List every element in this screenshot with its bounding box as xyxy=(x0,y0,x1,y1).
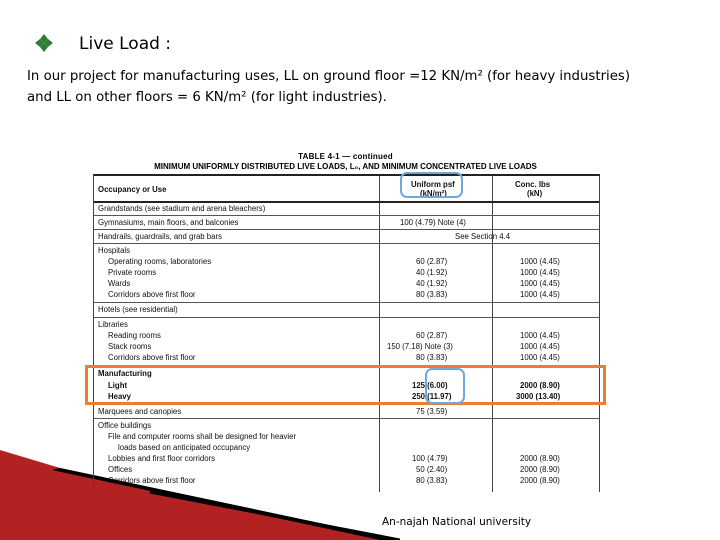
slide-title: Live Load : xyxy=(79,34,172,54)
row-libraries: Libraries xyxy=(98,320,128,329)
private-concentrated: 1000 (4.45) xyxy=(520,268,560,277)
corridors-library-concentrated: 1000 (4.45) xyxy=(520,353,560,362)
row-heavy: Heavy xyxy=(108,392,131,401)
corridors-library-uniform: 80 (3.83) xyxy=(416,353,448,362)
row-corridors-office: Corridors above first floor xyxy=(108,476,196,485)
table-title: TABLE 4-1 — continued xyxy=(298,152,393,161)
row-divider xyxy=(94,229,599,230)
offices-uniform: 50 (2.40) xyxy=(416,465,448,474)
header-concentrated-units: (kN) xyxy=(527,189,543,198)
row-divider xyxy=(94,302,599,303)
row-divider xyxy=(94,418,599,419)
row-operating-rooms: Operating rooms, laboratories xyxy=(108,257,212,266)
stack-concentrated: 1000 (4.45) xyxy=(520,342,560,351)
gym-uniform: 100 (4.79) Note (4) xyxy=(400,218,466,227)
stack-uniform: 150 (7.18) Note (3) xyxy=(387,342,453,351)
corridors-office-concentrated: 2000 (8.90) xyxy=(520,476,560,485)
header-occupancy: Occupancy or Use xyxy=(98,185,167,194)
header-uniform-units: (kN/m²) xyxy=(420,189,447,198)
row-file-rooms-2: loads based on anticipated occupancy xyxy=(118,443,251,452)
wards-concentrated: 1000 (4.45) xyxy=(520,279,560,288)
manufacturing-row-highlight xyxy=(85,365,606,405)
corridors-hospital-concentrated: 1000 (4.45) xyxy=(520,290,560,299)
corridors-hospital-uniform: 80 (3.83) xyxy=(416,290,448,299)
row-marquees: Marquees and canopies xyxy=(98,407,182,416)
body-paragraph xyxy=(27,66,717,108)
reading-uniform: 60 (2.87) xyxy=(416,331,448,340)
wards-uniform: 40 (1.92) xyxy=(416,279,448,288)
row-office-buildings: Office buildings xyxy=(98,421,152,430)
lobbies-uniform: 100 (4.79) xyxy=(412,454,448,463)
row-divider xyxy=(94,243,599,244)
offices-concentrated: 2000 (8.90) xyxy=(520,465,560,474)
row-file-rooms-1: File and computer rooms shall be designed for heavier xyxy=(108,432,297,441)
heavy-concentrated: 3000 (13.40) xyxy=(516,392,561,401)
row-stack-rooms: Stack rooms xyxy=(108,342,152,351)
table-grid xyxy=(93,174,600,492)
marquees-uniform: 75 (3.59) xyxy=(416,407,448,416)
row-hotels: Hotels (see residential) xyxy=(98,305,178,314)
header-uniform: Uniform psf xyxy=(411,180,455,189)
footer-university: An-najah National university xyxy=(382,516,532,528)
operating-uniform: 60 (2.87) xyxy=(416,257,448,266)
row-gym: Gymnasiums, main floors, and balconies xyxy=(98,218,239,227)
reading-concentrated: 1000 (4.45) xyxy=(520,331,560,340)
light-concentrated: 2000 (8.90) xyxy=(520,381,560,390)
live-load-table xyxy=(93,152,598,490)
row-reading-rooms: Reading rooms xyxy=(108,331,161,340)
corridors-office-uniform: 80 (3.83) xyxy=(416,476,448,485)
diamond-bullet-icon xyxy=(34,33,54,53)
row-grandstands: Grandstands (see stadium and arena bleachers) xyxy=(98,204,266,213)
row-manufacturing: Manufacturing xyxy=(98,369,152,378)
paragraph-line-1: In our project for manufacturing uses, LL on ground floor =12 KN/m² (for heavy industries) xyxy=(27,69,631,84)
light-uniform: 125 (6.00) xyxy=(412,381,448,390)
row-divider xyxy=(94,215,599,216)
header-concentrated: Conc. lbs xyxy=(515,180,551,189)
units-value-highlight xyxy=(425,368,465,404)
row-divider xyxy=(94,317,599,318)
row-offices: Offices xyxy=(108,465,133,474)
row-private-rooms: Private rooms xyxy=(108,268,157,277)
row-corridors-hospital: Corridors above first floor xyxy=(108,290,196,299)
units-header-highlight xyxy=(400,172,463,198)
heavy-uniform: 250 (11.97) xyxy=(412,392,452,401)
column-divider xyxy=(492,176,493,492)
row-hospitals: Hospitals xyxy=(98,246,131,255)
column-divider xyxy=(379,176,380,492)
row-corridors-library: Corridors above first floor xyxy=(108,353,196,362)
row-handrails: Handrails, guardrails, and grab bars xyxy=(98,232,222,241)
paragraph-line-2: and LL on other floors = 6 KN/m² (for light industries). xyxy=(27,90,387,105)
row-lobbies: Lobbies and first floor corridors xyxy=(108,454,216,463)
lobbies-concentrated: 2000 (8.90) xyxy=(520,454,560,463)
table-subtitle: MINIMUM UNIFORMLY DISTRIBUTED LIVE LOADS, L₀, AND MINIMUM CONCENTRATED LIVE LOADS xyxy=(154,162,537,171)
header-divider xyxy=(94,201,599,203)
operating-concentrated: 1000 (4.45) xyxy=(520,257,560,266)
row-light: Light xyxy=(108,381,128,390)
private-uniform: 40 (1.92) xyxy=(416,268,448,277)
handrails-ref: See Section 4.4 xyxy=(455,232,511,241)
row-wards: Wards xyxy=(108,279,131,288)
